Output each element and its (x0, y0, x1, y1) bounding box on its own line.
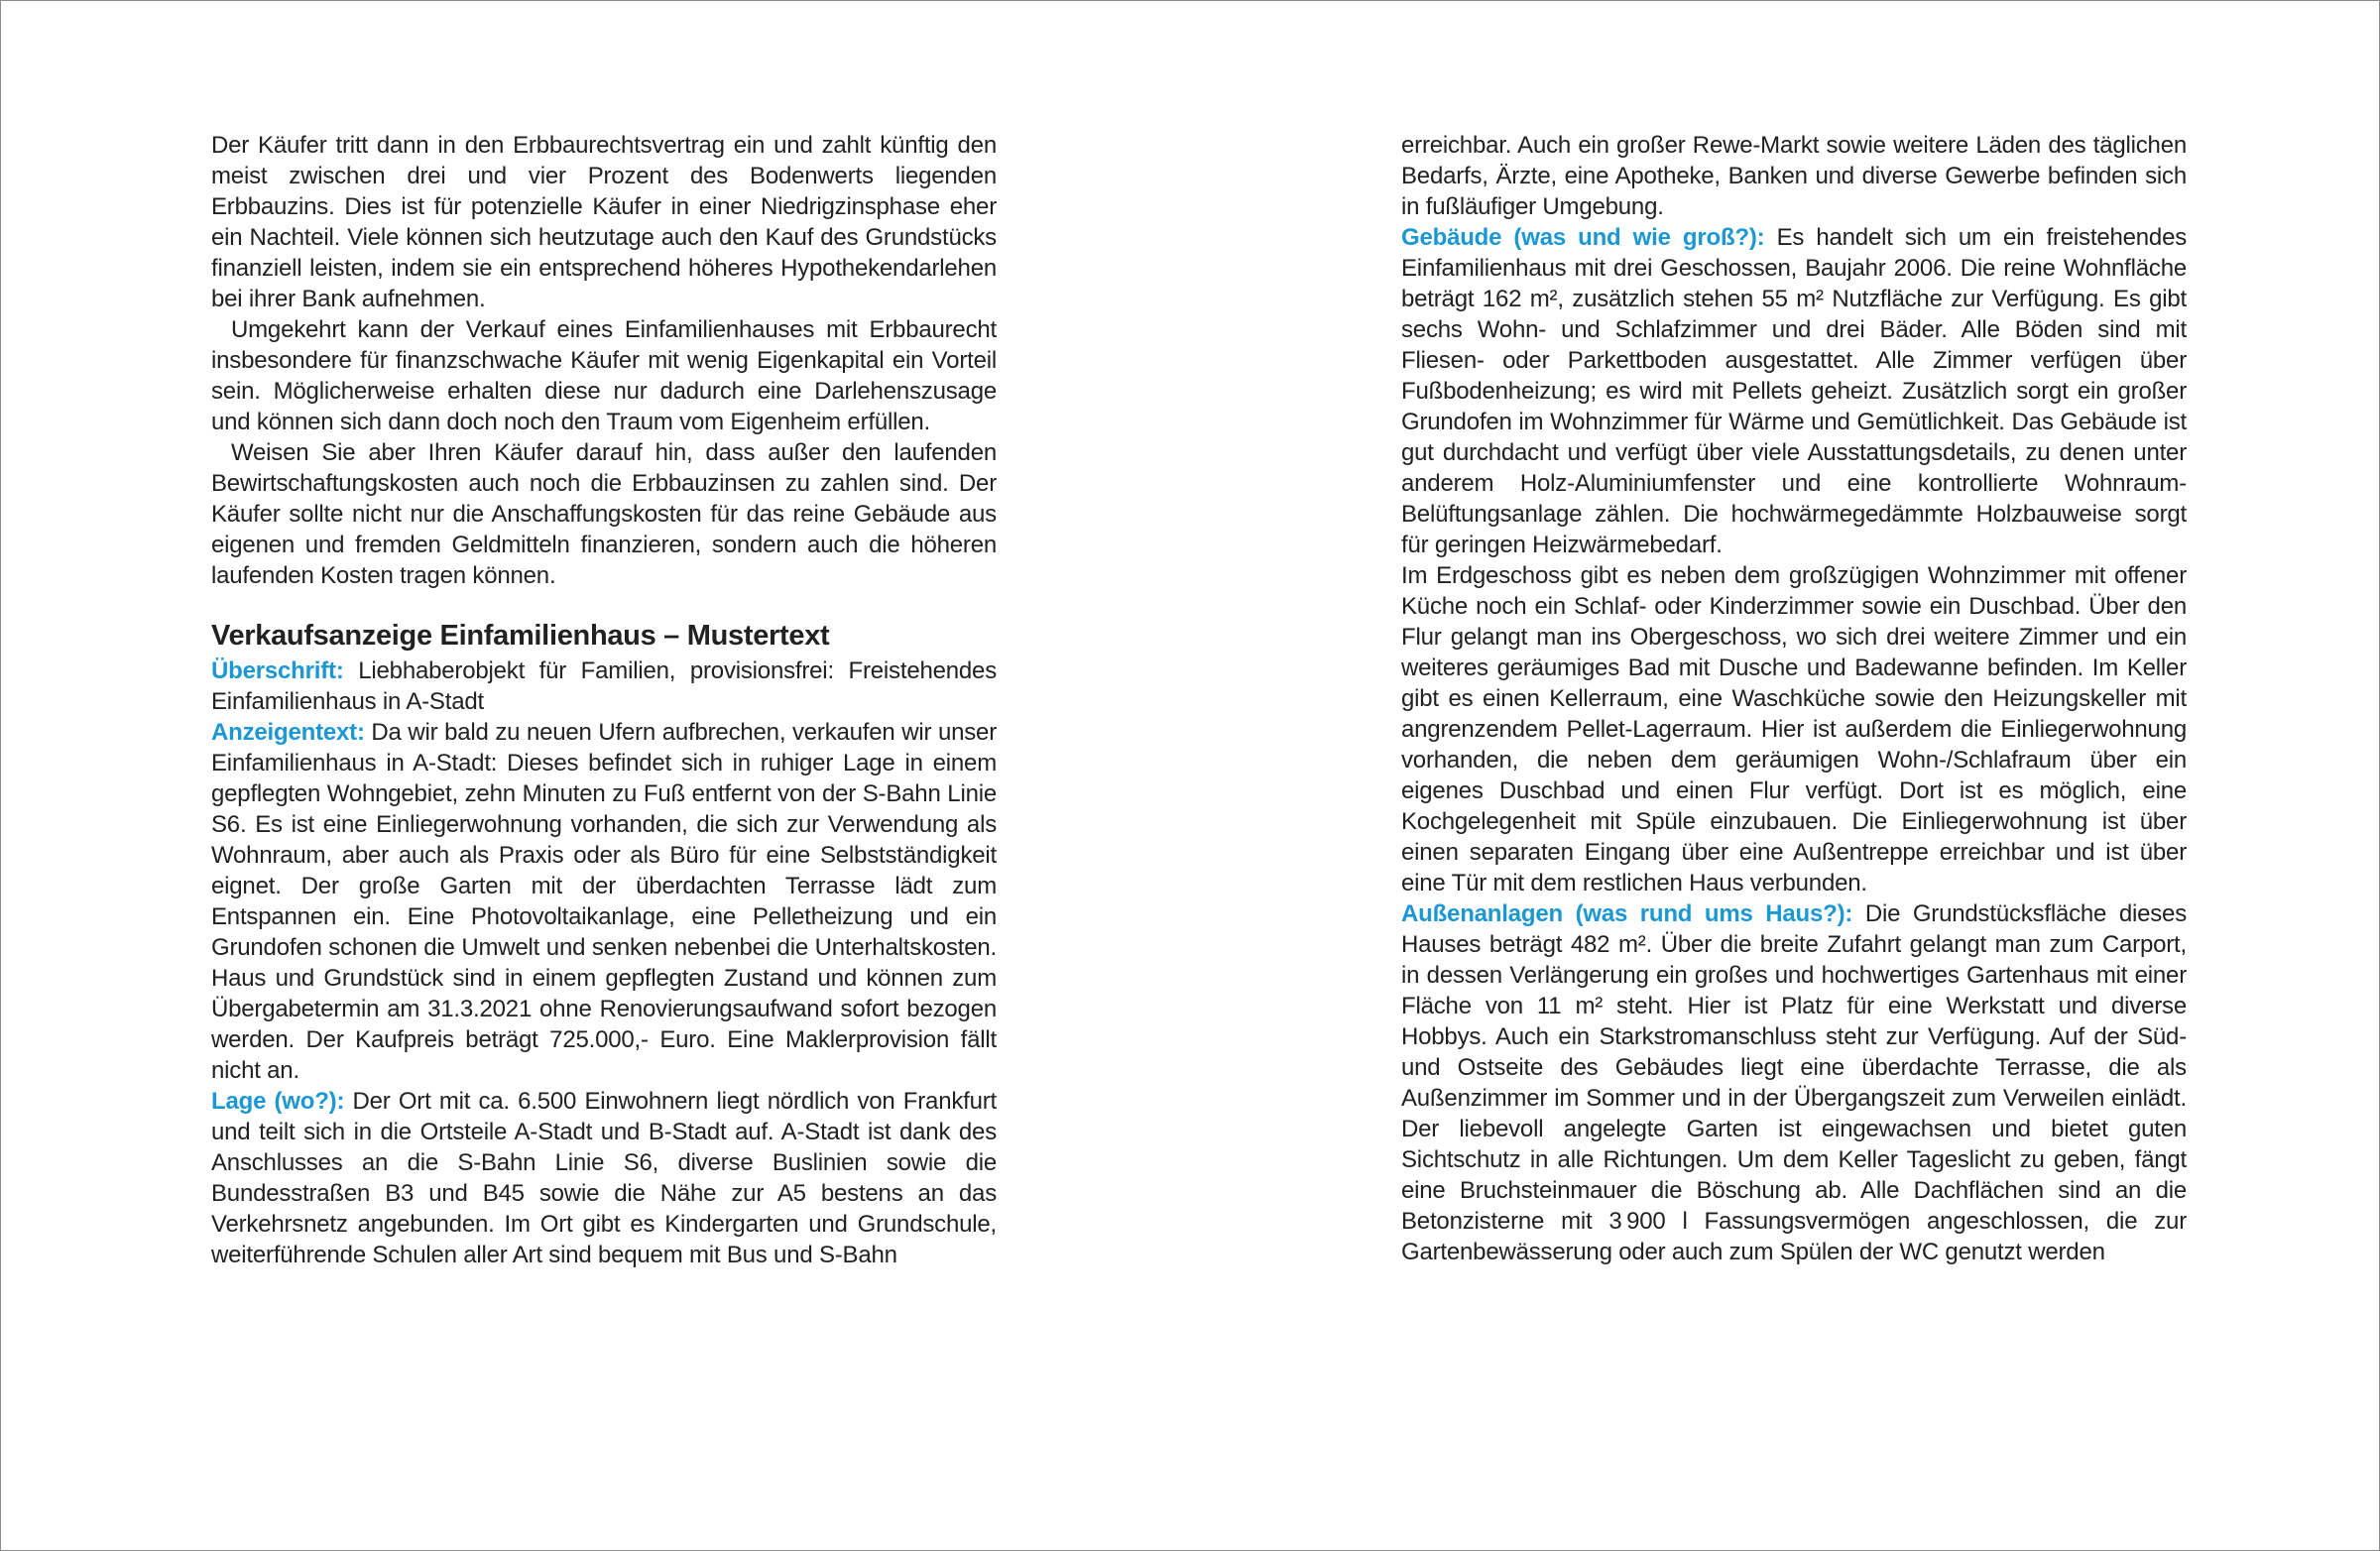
paragraph-anzeigentext (211, 717, 997, 1086)
text-lage: Der Ort mit ca. 6.500 Einwohnern liegt nördlich von Frankfurt und teilt sich in die Ortsteile A-Stadt und B-Stadt auf. A-Stadt ist dank des Anschlusses an die S-Bahn Linie S6, diverse Buslinien sowie die Bundesstraßen B3 und B45 sowie die Nähe zur A5 bestens an das Verkehrsnetz angebunden. Im Ort gibt es Kindergarten und Grundschule, weiterführende Schulen aller Art sind bequem mit Bus und S-Bahn (211, 1088, 998, 1268)
right-page (1401, 130, 2187, 1267)
label-lage: Lage (wo?): (211, 1088, 345, 1115)
text-aussenanlagen: Die Grundstücksfläche dieses Hauses beträgt 482 m². Über die breite Zufahrt gelangt man zum Carport, in dessen Verlängerung ein großes und hochwertiges Gartenhaus mit einer Fläche von 11 m² steht. Hier ist Platz für eine Werkstatt und diverse Hobbys. Auch ein Starkstromanschluss steht zur Verfügung. Auf der Süd- und Ostseite des Gebäudes liegt eine überdachte Terrasse, die als Außenzimmer im Sommer und in der Übergangszeit zum Verweilen einlädt. Der liebevoll angelegte Garten ist eingewachsen und bietet guten Sichtschutz in alle Richtungen. Um dem Keller Tageslicht zu geben, fängt eine Bruchsteinmauer die Böschung ab. Alle Dachflächen sind an die Betonzisterne mit 3 900 l Fassungsvermögen angeschlossen, die zur Gartenbewässerung oder auch zum Spülen der WC genutzt werden (1401, 900, 2187, 1265)
paragraph-lage (211, 1086, 997, 1270)
label-ueberschrift: Überschrift: (211, 657, 344, 684)
text-anzeigentext: Da wir bald zu neuen Ufern aufbrechen, verkaufen wir unser Einfamilienhaus in A-Stadt: Dieses befindet sich in ruhiger Lage in einem gepflegten Wohngebiet, zehn Minuten zu Fuß entfernt von der S-Bahn Linie S6. Es ist eine Einliegerwohnung vorhanden, die sich zur Verwendung als Wohnraum, aber auch als Praxis oder als Büro für eine Selbstständigkeit eignet. Der große Garten mit der überdachten Terrasse lädt zum Entspannen ein. Eine Photovoltaikanlage, eine Pelletheizung und ein Grundofen schonen die Umwelt und senken nebenbei die Unterhaltskosten. Haus und Grundstück sind in einem gepflegten Zustand und können zum Übergabetermin am 31.3.2021 ohne Renovierungsaufwand sofort bezogen werden. Der Kaufpreis beträgt 725.000,- Euro. Eine Maklerprovision fällt nicht an. (211, 719, 997, 1084)
paragraph-erbbaurecht-intro: Der Käufer tritt dann in den Erbbaurechtsvertrag ein und zahlt künftig den meist zwischen drei und vier Prozent des Bodenwerts liegenden Erbbauzins. Dies ist für potenzielle Käufer in einer Niedrigzinsphase eher ein Nachteil. Viele können sich heutzutage auch den Kauf des Grundstücks finanziell leisten, indem sie ein entsprechend höheres Hypothekendarlehen bei ihrer Bank aufnehmen. (211, 132, 997, 312)
paragraph-erbbaurecht-vorteil: Umgekehrt kann der Verkauf eines Einfamilienhauses mit Erbbaurecht insbesondere für finanzschwache Käufer mit wenig Eigenkapital ein Vorteil sein. Möglicherweise erhalten diese nur dadurch eine Darlehenszusage und können sich dann doch noch den Traum vom Eigenheim erfüllen. (211, 316, 997, 435)
left-page (211, 130, 997, 1270)
label-anzeigentext: Anzeigentext: (211, 719, 365, 746)
text-gebaeude: Es handelt sich um ein freistehendes Einfamilienhaus mit drei Geschossen, Baujahr 2006. Die reine Wohnfläche beträgt 162 m², zusätzlich stehen 55 m² Nutzfläche zur Verfügung. Es gibt sechs Wohn- und Schlafzimmer und drei Bäder. Alle Böden sind mit Fliesen- oder Parkettboden ausgestattet. Alle Zimmer verfügen über Fußbodenheizung; es wird mit Pellets geheizt. Zusätzlich sorgt ein großer Grundofen im Wohnzimmer für Wärme und Gemütlichkeit. Das Gebäude ist gut durchdacht und verfügt über viele Ausstattungsdetails, zu denen unter anderem Holz-Aluminiumfenster und eine kontrollierte Wohnraum-Belüftungsanlage zählen. Die hochwärmegedämmte Holzbauweise sorgt für geringen Heizwärmebedarf. (1401, 224, 2188, 558)
text-ueberschrift: Liebhaberobjekt für Familien, provisionsfrei: Freistehendes Einfamilienhaus in A-Stadt (211, 657, 998, 715)
section-heading-mustertext: Verkaufsanzeige Einfamilienhaus – Mustertext (211, 620, 830, 652)
paragraph-aussenanlagen (1401, 898, 2187, 1267)
label-gebaeude: Gebäude (was und wie groß?): (1401, 224, 1765, 251)
paragraph-lage-fortsetzung: erreichbar. Auch ein großer Rewe-Markt sowie weitere Läden des täglichen Bedarfs, Ärzte, eine Apotheke, Banken und diverse Gewerbe befinden sich in fußläufiger Umgebung. (1401, 132, 2187, 220)
label-aussenanlagen: Außenanlagen (was rund ums Haus?): (1401, 900, 1853, 927)
paragraph-erdgeschoss: Im Erdgeschoss gibt es neben dem großzügigen Wohnzimmer mit offener Küche noch ein Schlaf- oder Kinderzimmer sowie ein Duschbad. Über den Flur gelangt man ins Obergeschoss, wo sich drei weitere Zimmer und ein weiteres geräumiges Bad mit Dusche und Badewanne befinden. Im Keller gibt es einen Kellerraum, eine Waschküche sowie den Heizungskeller mit angrenzendem Pellet-Lagerraum. Hier ist außerdem die Einliegerwohnung vorhanden, die neben dem geräumigen Wohn-/Schlafraum über ein eigenes Duschbad und einen Flur verfügt. Dort ist es möglich, eine Kochgelegenheit mit Spüle einzubauen. Die Einliegerwohnung ist über einen separaten Eingang über eine Außentreppe erreichbar und ist über eine Tür mit dem restlichen Haus verbunden. (1401, 562, 2187, 896)
paragraph-erbbaurecht-hinweis: Weisen Sie aber Ihren Käufer darauf hin, dass außer den laufenden Bewirtschaftungskosten auch noch die Erbbauzinsen zu zahlen sind. Der Käufer sollte nicht nur die Anschaffungskosten für das reine Gebäude aus eigenen und fremden Geldmitteln finanzieren, sondern auch die höheren laufenden Kosten tragen können. (211, 439, 997, 589)
paragraph-ueberschrift (211, 656, 997, 717)
paragraph-gebaeude (1401, 222, 2187, 560)
